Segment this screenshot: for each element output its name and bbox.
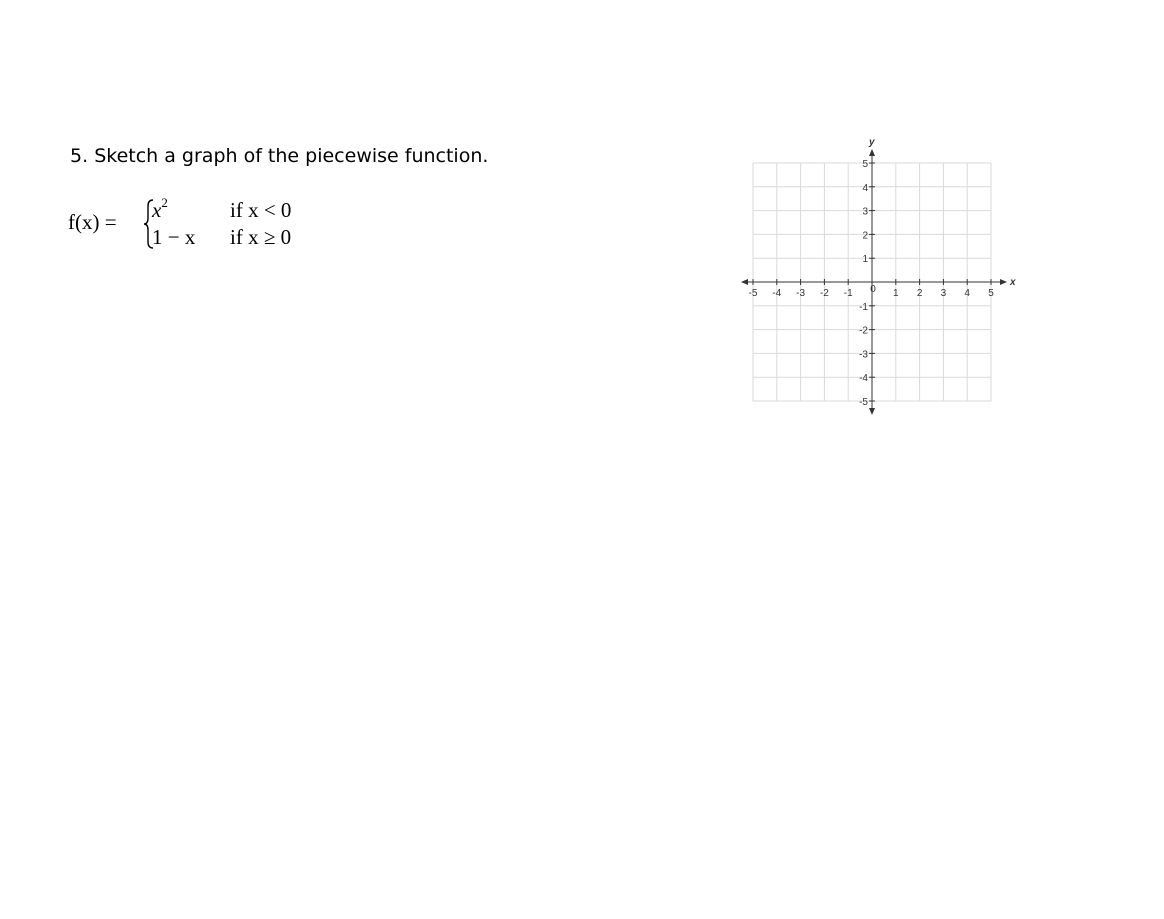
problem-statement bbox=[70, 145, 488, 167]
case-1-condition: if x < 0 bbox=[230, 198, 292, 222]
axes bbox=[741, 138, 1016, 415]
y-tick-label: 2 bbox=[862, 230, 868, 242]
y-tick-label: 1 bbox=[862, 254, 868, 266]
x-tick-label: 4 bbox=[964, 288, 970, 299]
y-tick-label: -5 bbox=[859, 397, 868, 408]
y-tick-label: 5 bbox=[862, 159, 868, 170]
x-tick-label: -1 bbox=[843, 288, 853, 299]
case-1-expression: x bbox=[152, 198, 162, 222]
y-axis-label: y bbox=[869, 138, 875, 148]
x-tick-label: 3 bbox=[940, 288, 947, 299]
y-tick-label: 4 bbox=[862, 182, 868, 194]
y-tick-label: -4 bbox=[859, 373, 868, 385]
x-tick-label: 1 bbox=[893, 288, 899, 299]
function-name: f(x) = bbox=[68, 210, 117, 234]
y-tick-label: -2 bbox=[859, 325, 868, 337]
x-axis-label: x bbox=[1010, 277, 1016, 288]
origin-label: 0 bbox=[870, 284, 876, 295]
tick-labels bbox=[749, 159, 995, 408]
x-tick-label: -5 bbox=[748, 288, 758, 299]
x-axis-left-arrow bbox=[741, 279, 748, 285]
case-1-exponent: 2 bbox=[161, 195, 168, 210]
y-tick-label: -3 bbox=[859, 349, 868, 361]
x-tick-label: -3 bbox=[796, 288, 806, 299]
x-tick-label: -4 bbox=[772, 288, 782, 299]
x-tick-label: 2 bbox=[916, 288, 923, 299]
coordinate-grid bbox=[740, 138, 1030, 423]
y-axis-down-arrow bbox=[869, 408, 875, 415]
problem-instruction: Sketch a graph of the piecewise function. bbox=[94, 145, 489, 167]
y-tick-label: 3 bbox=[862, 206, 868, 218]
y-axis-up-arrow bbox=[869, 149, 875, 156]
x-tick-label: 5 bbox=[988, 288, 994, 299]
x-tick-label: -2 bbox=[819, 288, 829, 299]
x-axis-right-arrow bbox=[1000, 279, 1007, 285]
case-2-expression: 1 − x bbox=[152, 225, 196, 249]
y-tick-label: -1 bbox=[859, 301, 868, 313]
problem-number: 5. bbox=[70, 145, 89, 167]
case-2-condition: if x ≥ 0 bbox=[230, 225, 292, 249]
